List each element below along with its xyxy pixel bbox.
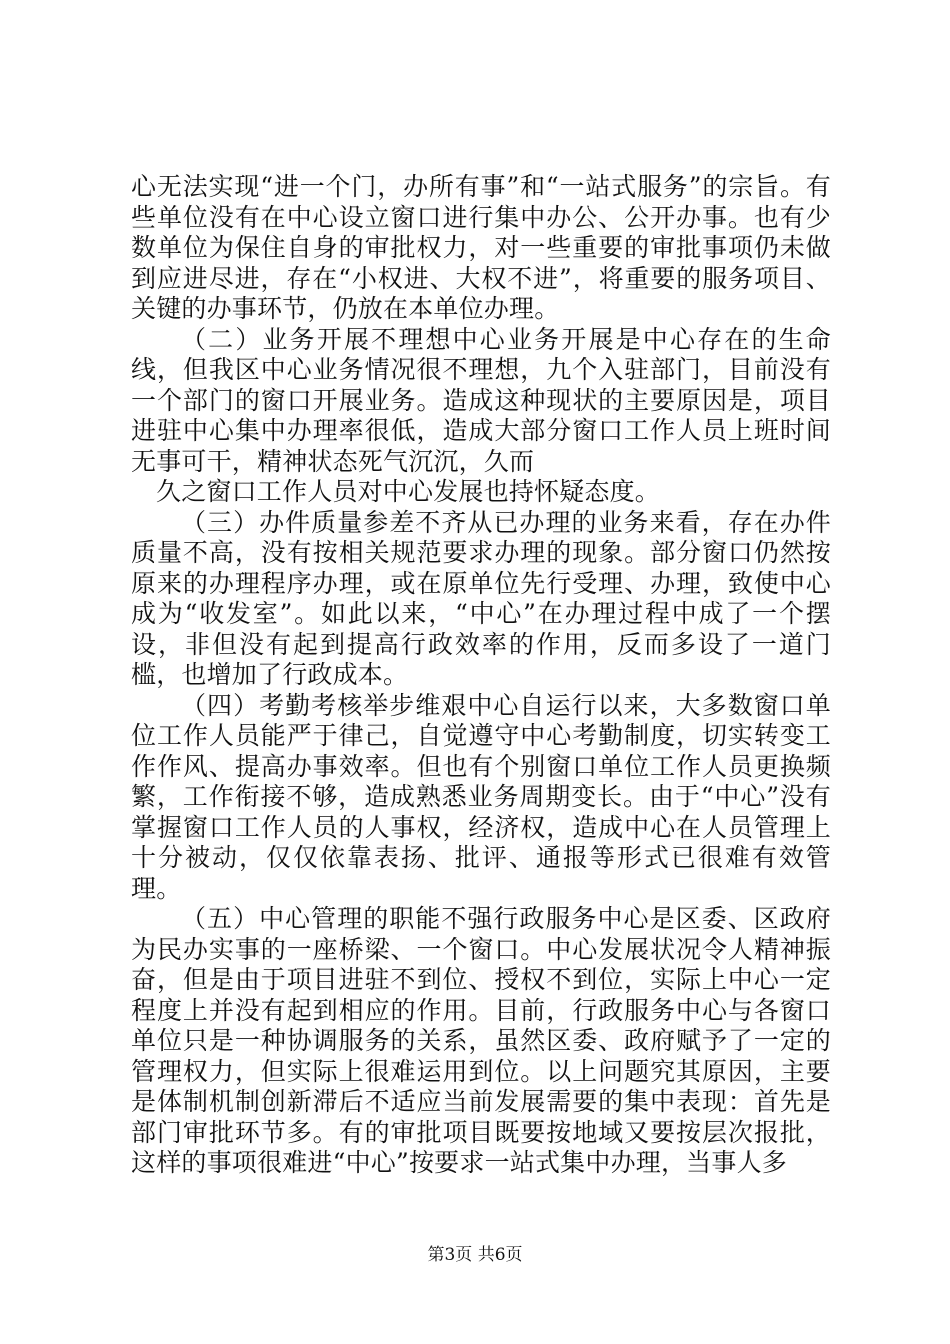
paragraph-section-3: （三）办件质量参差不齐从已办理的业务来看，存在办件质量不高，没有按相关规范要求办理的现象。部分窗口仍然按原来的办理程序办理，或在原单位先行受理、办理，致使中心成为“收发室”。如此以来，“中心”在办理过程中成了一个摆设，非但没有起到提高行政效率的作用，反而多设了一道门槛，也增加了行政成本。: [131, 507, 831, 689]
paragraph-continuation: 心无法实现“进一个门，办所有事”和“一站式服务”的宗旨。有些单位没有在中心设立窗口进行集中办公、公开办事。也有少数单位为保住自身的审批权力，对一些重要的审批事项仍未做到应进尽进，存在“小权进、大权不进”，将重要的服务项目、关键的办事环节，仍放在本单位办理。: [131, 172, 831, 323]
paragraph-section-5: （五）中心管理的职能不强行政服务中心是区委、区政府为民办实事的一座桥梁、一个窗口。中心发展状况令人精神振奋，但是由于项目进驻不到位、授权不到位，实际上中心一定程度上并没有起到相应的作用。目前，行政服务中心与各窗口单位只是一种协调服务的关系，虽然区委、政府赋予了一定的管理权力，但实际上很难运用到位。以上问题究其原因，主要是体制机制创新滞后不适应当前发展需要的集中表现：首先是部门审批环节多。有的审批项目既要按地域又要按层次报批，这样的事项很难进“中心”按要求一站式集中办理，当事人多: [131, 904, 831, 1177]
paragraph-section-4: （四）考勤考核举步维艰中心自运行以来，大多数窗口单位工作人员能严于律己，自觉遵守中心考勤制度，切实转变工作作风、提高办事效率。但也有个别窗口单位工作人员更换频繁，工作衔接不够，造成熟悉业务周期变长。由于“中心”没有掌握窗口工作人员的人事权，经济权，造成中心在人员管理上十分被动，仅仅依靠表扬、批评、通报等形式已很难有效管理。: [131, 690, 831, 903]
paragraph-section-2: （二）业务开展不理想中心业务开展是中心存在的生命线，但我区中心业务情况很不理想，九个入驻部门，目前没有一个部门的窗口开展业务。造成这种现状的主要原因是，项目进驻中心集中办理率很低，造成大部分窗口工作人员上班时间无事可干，精神状态死气沉沉，久而: [131, 324, 831, 476]
document-body: [131, 172, 831, 1179]
page-number-footer: 第3页 共6页: [427, 1245, 523, 1265]
paragraph-section-2-tail: 久之窗口工作人员对中心发展也持怀疑态度。: [156, 477, 661, 506]
